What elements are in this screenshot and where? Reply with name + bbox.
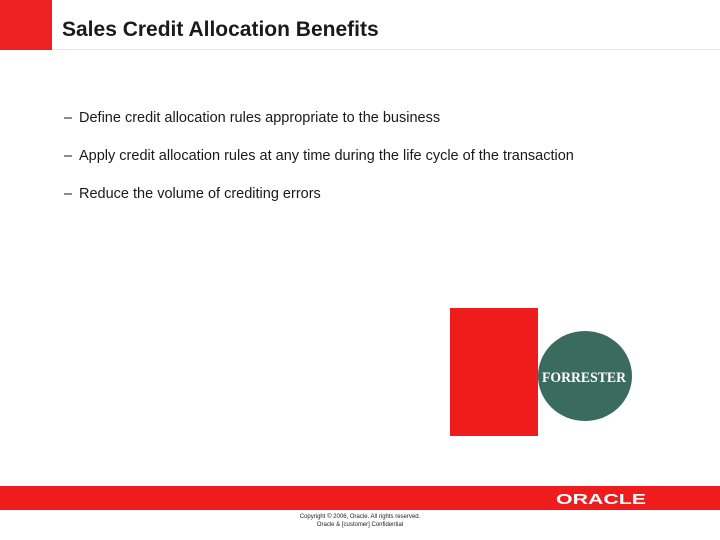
bullet-text: Apply credit allocation rules at any time during the life cycle of the transaction	[79, 148, 574, 164]
forrester-logo	[537, 330, 633, 422]
bullet-dash: –	[64, 186, 73, 202]
bullet-item	[64, 147, 584, 165]
oracle-logo	[556, 490, 650, 506]
bullet-item	[64, 109, 584, 127]
confidentiality-notice: Oracle & [customer] Confidential	[316, 522, 404, 528]
bullet-dash: –	[64, 110, 73, 126]
bullet-text: Reduce the volume of crediting errors	[79, 186, 321, 202]
bullet-list	[64, 109, 584, 223]
title-corner-accent	[0, 0, 52, 50]
footer-notice	[260, 513, 460, 529]
bullet-item	[64, 185, 584, 203]
title-divider	[52, 49, 720, 50]
oracle-wordmark: ORACLE	[556, 491, 646, 506]
red-decorative-panel	[450, 308, 538, 436]
bullet-text: Define credit allocation rules appropriate to the business	[79, 110, 441, 126]
forrester-wordmark: FORRESTER	[542, 370, 627, 386]
bullet-dash: –	[64, 148, 73, 164]
copyright-notice: Copyright © 2006, Oracle. All rights reserved.	[299, 514, 421, 520]
slide-title: Sales Credit Allocation Benefits	[62, 18, 379, 41]
